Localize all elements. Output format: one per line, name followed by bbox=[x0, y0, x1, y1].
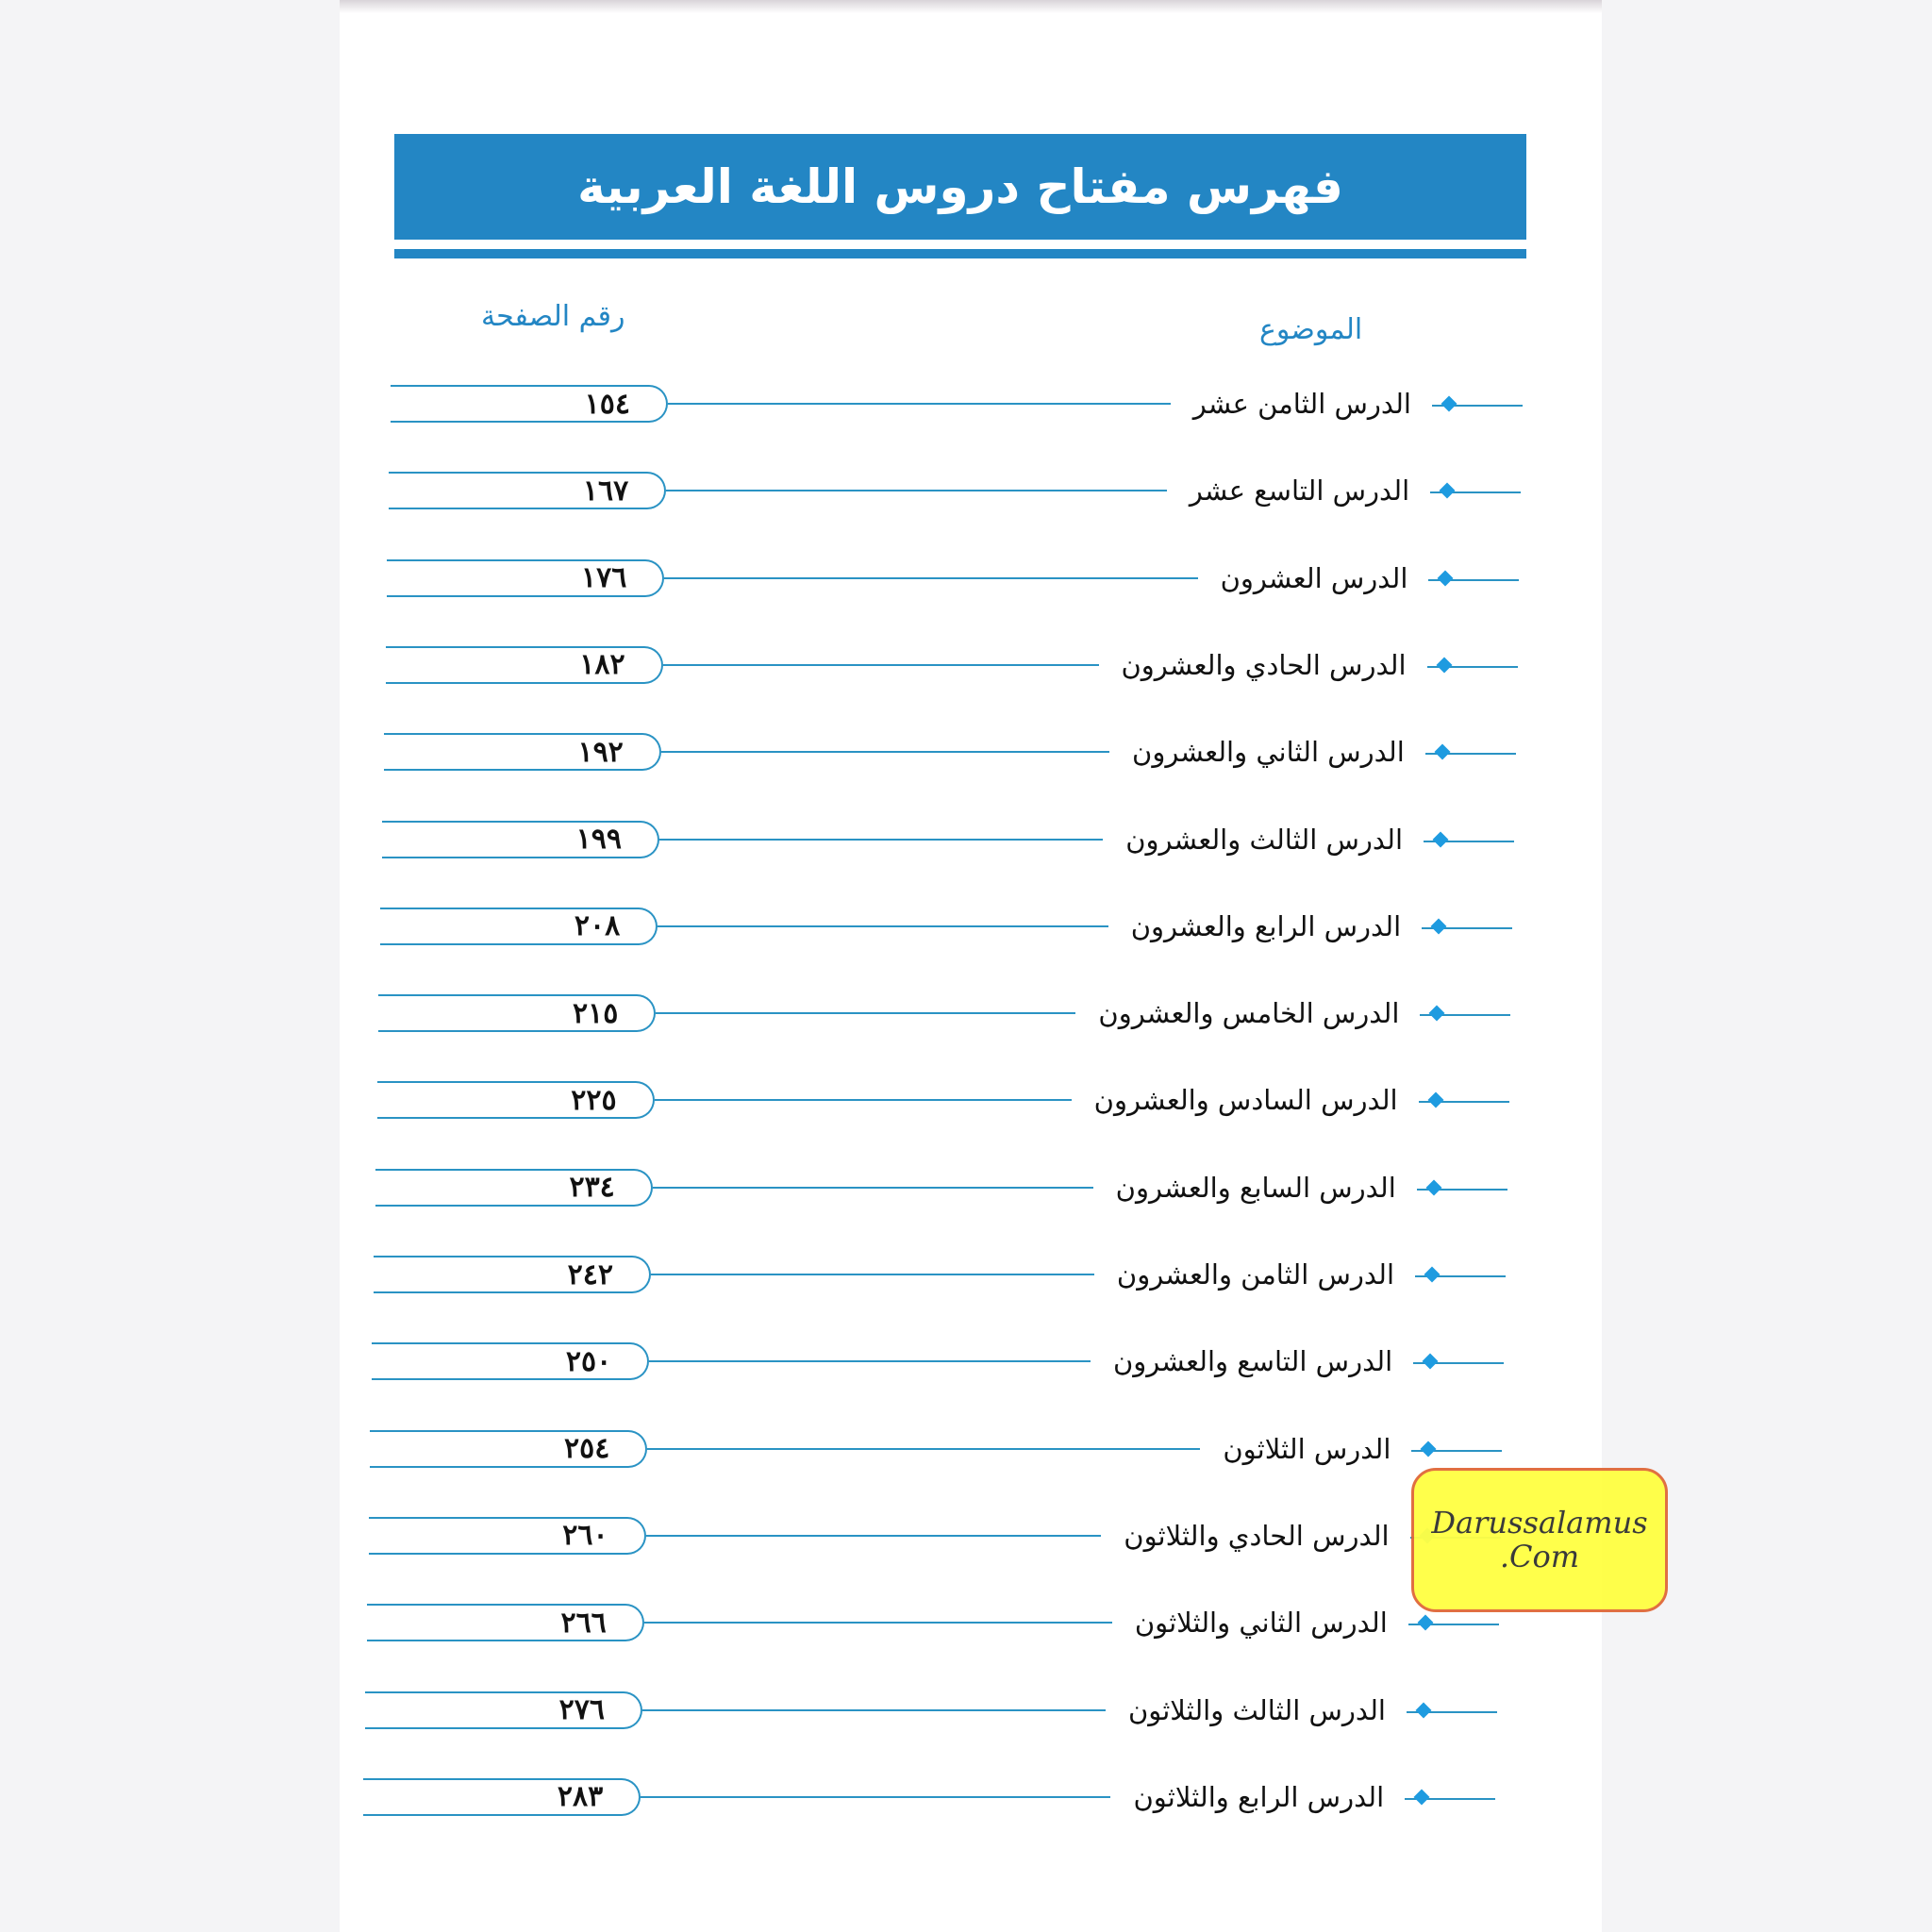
page-number-box bbox=[378, 994, 656, 1032]
diamond-icon bbox=[1431, 918, 1447, 934]
page-number: ٢٦٠ bbox=[562, 1519, 608, 1553]
bullet-marker bbox=[1413, 1352, 1504, 1371]
page-number: ٢٥٠ bbox=[565, 1344, 612, 1378]
bullet-marker bbox=[1424, 830, 1514, 849]
bullet-marker bbox=[1407, 1701, 1497, 1720]
toc-entry[interactable] bbox=[386, 644, 1518, 686]
leader-line bbox=[655, 1099, 1072, 1101]
topic-label: الدرس السادس والعشرون bbox=[1093, 1084, 1398, 1117]
diamond-icon bbox=[1433, 831, 1449, 847]
leader-line bbox=[649, 1360, 1091, 1362]
diamond-icon bbox=[1434, 744, 1450, 760]
page-number: ١٨٢ bbox=[579, 648, 625, 682]
toc-entry[interactable] bbox=[389, 470, 1521, 511]
bullet-marker bbox=[1408, 1613, 1499, 1632]
toc-entry[interactable] bbox=[377, 1079, 1509, 1121]
toc-entry[interactable] bbox=[387, 558, 1519, 599]
scan-edge bbox=[340, 0, 1602, 13]
page-number: ١٩٢ bbox=[577, 735, 624, 769]
page-number-box bbox=[367, 1604, 644, 1641]
leader-line bbox=[658, 925, 1108, 927]
toc-entry[interactable] bbox=[380, 906, 1512, 947]
leader-line bbox=[663, 664, 1099, 666]
topic-label: الدرس الثاني والثلاثون bbox=[1134, 1607, 1388, 1640]
topic-label: الدرس السابع والعشرون bbox=[1115, 1171, 1396, 1204]
toc-entry[interactable] bbox=[374, 1254, 1506, 1295]
leader-line bbox=[666, 490, 1167, 491]
leader-line bbox=[646, 1535, 1102, 1537]
topic-label: الدرس الثالث والثلاثون bbox=[1127, 1693, 1386, 1726]
watermark-line2: .Com bbox=[1499, 1538, 1580, 1574]
watermark bbox=[1411, 1468, 1668, 1612]
topic-label: الدرس الثلاثون bbox=[1223, 1432, 1391, 1465]
topic-label: الدرس الثالث والعشرون bbox=[1125, 823, 1403, 856]
page-number: ٢٧٦ bbox=[558, 1693, 605, 1726]
topic-label: الدرس الثامن عشر bbox=[1192, 388, 1411, 420]
page-number-box bbox=[391, 385, 668, 423]
bullet-marker bbox=[1422, 917, 1512, 936]
bullet-marker bbox=[1411, 1440, 1502, 1458]
header-page-number: رقم الصفحة bbox=[481, 300, 625, 333]
diamond-icon bbox=[1436, 657, 1452, 673]
watermark-line1: Darussalamus bbox=[1431, 1505, 1648, 1541]
page-number: ٢٢٥ bbox=[571, 1083, 617, 1117]
page-number: ١٩٩ bbox=[575, 823, 622, 856]
toc-entry[interactable] bbox=[391, 383, 1523, 425]
page-number-box bbox=[365, 1691, 642, 1729]
diamond-icon bbox=[1423, 1354, 1439, 1370]
topic-label: الدرس التاسع عشر bbox=[1189, 475, 1410, 508]
page-number: ٢٣٤ bbox=[569, 1171, 615, 1205]
diamond-icon bbox=[1441, 396, 1457, 412]
bullet-marker bbox=[1430, 481, 1521, 500]
toc-entry[interactable] bbox=[382, 819, 1514, 860]
page-number-box bbox=[369, 1517, 646, 1555]
leader-line bbox=[651, 1274, 1094, 1275]
page-number-box bbox=[374, 1256, 651, 1293]
toc-entry[interactable] bbox=[375, 1167, 1507, 1208]
toc-entry[interactable] bbox=[384, 731, 1516, 773]
title-stripe bbox=[394, 249, 1526, 258]
diamond-icon bbox=[1427, 1092, 1443, 1108]
diamond-icon bbox=[1424, 1267, 1441, 1283]
bullet-marker bbox=[1432, 394, 1523, 413]
topic-label: الدرس الرابع والعشرون bbox=[1130, 909, 1402, 942]
page-number-box bbox=[370, 1430, 647, 1468]
page-number-box bbox=[363, 1778, 641, 1816]
topic-label: الدرس الحادي والعشرون bbox=[1121, 648, 1407, 681]
toc-entry[interactable] bbox=[372, 1341, 1504, 1382]
page-number-box bbox=[377, 1081, 655, 1119]
page-number-box bbox=[380, 908, 658, 945]
leader-line bbox=[664, 577, 1197, 579]
bullet-marker bbox=[1420, 1004, 1510, 1023]
leader-line bbox=[668, 403, 1171, 405]
page-number: ١٥٤ bbox=[584, 387, 630, 421]
leader-line bbox=[653, 1187, 1093, 1189]
page-number: ٢٦٦ bbox=[560, 1606, 607, 1640]
diamond-icon bbox=[1440, 483, 1456, 499]
toc-entry[interactable] bbox=[367, 1602, 1499, 1643]
page-number: ٢٨٣ bbox=[557, 1780, 604, 1814]
topic-label: الدرس الحادي والثلاثون bbox=[1124, 1519, 1390, 1552]
bullet-marker bbox=[1415, 1265, 1506, 1284]
leader-line bbox=[641, 1796, 1110, 1798]
page-number: ١٦٧ bbox=[582, 474, 629, 508]
page-number-box bbox=[386, 646, 663, 684]
leader-line bbox=[659, 839, 1103, 841]
bullet-marker bbox=[1427, 656, 1518, 675]
page-number-box bbox=[372, 1342, 649, 1380]
bullet-marker bbox=[1417, 1178, 1507, 1197]
page-number-box bbox=[382, 821, 659, 858]
toc-entry[interactable] bbox=[365, 1690, 1497, 1731]
bullet-marker bbox=[1425, 742, 1516, 761]
diamond-icon bbox=[1429, 1006, 1445, 1022]
page-number-box bbox=[384, 733, 661, 771]
topic-label: الدرس الخامس والعشرون bbox=[1098, 997, 1400, 1030]
bullet-marker bbox=[1419, 1091, 1509, 1109]
diamond-icon bbox=[1438, 570, 1454, 586]
leader-line bbox=[642, 1709, 1106, 1711]
page-title: فهرس مفتاح دروس اللغة العربية bbox=[577, 159, 1343, 214]
topic-label: الدرس الرابع والثلاثون bbox=[1133, 1780, 1385, 1813]
diamond-icon bbox=[1421, 1441, 1437, 1457]
toc-entry[interactable] bbox=[370, 1428, 1502, 1470]
topic-label: الدرس الثامن والعشرون bbox=[1116, 1258, 1394, 1291]
page-number: ١٧٦ bbox=[581, 561, 627, 595]
toc-entry[interactable] bbox=[363, 1776, 1495, 1818]
page-number-box bbox=[375, 1169, 653, 1207]
diamond-icon bbox=[1414, 1789, 1430, 1805]
leader-line bbox=[656, 1012, 1075, 1014]
diamond-icon bbox=[1425, 1179, 1441, 1195]
page-number: ٢٥٤ bbox=[564, 1432, 610, 1466]
page-number: ٢٠٨ bbox=[574, 909, 621, 943]
page-number: ٢٤٢ bbox=[567, 1257, 613, 1291]
diamond-icon bbox=[1417, 1615, 1433, 1631]
leader-line bbox=[644, 1622, 1112, 1624]
page-number-box bbox=[389, 472, 666, 509]
bullet-marker bbox=[1405, 1788, 1495, 1807]
toc-entry[interactable] bbox=[369, 1515, 1501, 1557]
bullet-marker bbox=[1428, 569, 1519, 588]
page-number: ٢١٥ bbox=[573, 996, 619, 1030]
page-number-box bbox=[387, 559, 664, 597]
diamond-icon bbox=[1416, 1702, 1432, 1718]
header-topic: الموضوع bbox=[1259, 313, 1363, 346]
leader-line bbox=[661, 751, 1109, 753]
toc-entry[interactable] bbox=[378, 992, 1510, 1034]
topic-label: الدرس التاسع والعشرون bbox=[1112, 1345, 1393, 1378]
topic-label: الدرس العشرون bbox=[1220, 561, 1408, 594]
leader-line bbox=[647, 1448, 1200, 1450]
topic-label: الدرس الثاني والعشرون bbox=[1132, 736, 1405, 769]
